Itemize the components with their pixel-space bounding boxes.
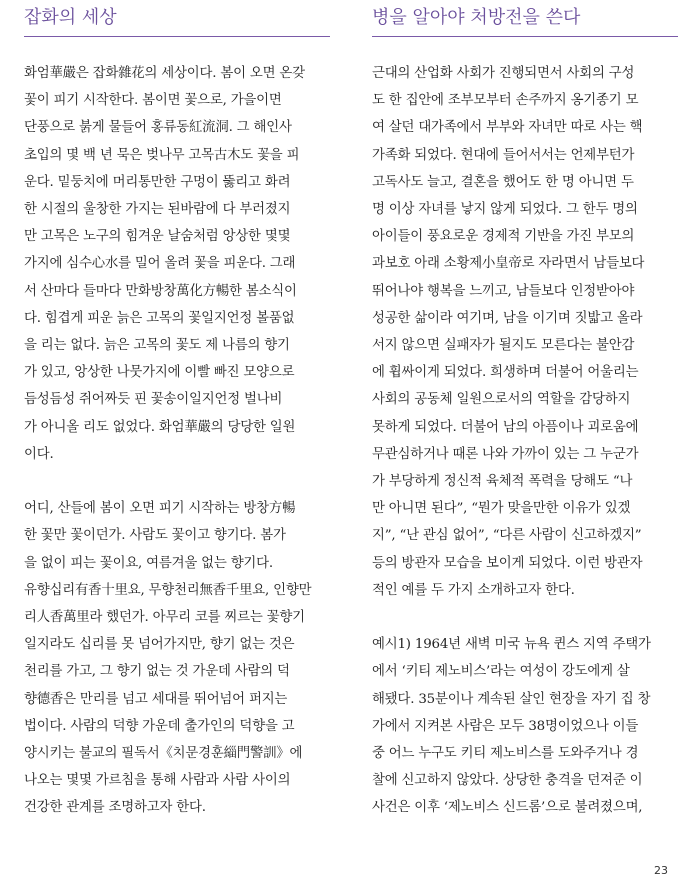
text-line: 한 꽃만 꽃이던가. 사람도 꽃이고 향기다. 봄가 [24,528,286,544]
text-line: 법이다. 사람의 덕향 가운데 출가인의 덕향을 고 [24,718,295,734]
text-line: 초입의 몇 백 년 묵은 벚나무 고목古木도 꽃을 피 [24,147,300,163]
text-line: 향德香은 만리를 넘고 세대를 뛰어넘어 퍼지는 [24,691,288,707]
left-title-rule [24,36,330,37]
text-line: 가 부당하게 정신적 육체적 폭력을 당해도 “나 [372,474,633,490]
text-line: 어디, 산들에 봄이 오면 피기 시작하는 방창方暢 [24,501,296,517]
text-line: 사회의 공동체 일원으로서의 역할을 감당하지 [372,392,631,408]
text-line: 과보호 아래 소황제小皇帝로 자라면서 남들보다 [372,256,645,272]
left-column-title: 잡화의 세상 [24,7,117,28]
text-line: 을 리는 없다. 늙은 고목의 꽃도 제 나름의 향기 [24,338,290,354]
right-column-body [372,60,672,822]
text-line: 에 휩싸이게 되었다. 희생하며 더불어 어울리는 [372,365,639,381]
text-line: 중 어느 누구도 키티 제노비스를 도와주거나 경 [372,746,639,762]
text-line: 성공한 삶이라 여기며, 남을 이기며 짓밟고 올라 [372,310,643,326]
text-line: 근대의 산업화 사회가 진행되면서 사회의 구성 [372,66,635,81]
text-line: 리人香萬里라 했던가. 아무리 코를 찌르는 꽃향기 [24,610,305,626]
text-line: 적인 예를 두 가지 소개하고자 한다. [372,582,575,598]
text-line: 예시1) 1964년 새벽 미국 뉴욕 퀸스 지역 주택가 [372,637,651,653]
text-line: 만 아니면 된다”, “뭔가 맞을만한 이유가 있겠 [372,501,631,517]
paragraph [24,60,324,468]
text-line: 도 한 집안에 조부모부터 손주까지 옹기종기 모 [372,93,639,109]
text-line: 못하게 되었다. 더불어 남의 아픔이나 괴로움에 [372,419,639,435]
text-line: 다. 힘겹게 피운 늙은 고목의 꽃일지언정 볼품없 [24,310,295,326]
text-line: 고독사도 늘고, 결혼을 했어도 한 명 아니면 두 [372,174,634,190]
paragraph [372,60,672,604]
text-line: 지”, “난 관심 없어”, “다른 사람이 신고하겠지” [372,528,642,544]
text-line: 가에서 지켜본 사람은 모두 38명이었으나 이들 [372,718,639,734]
text-line: 건강한 관계를 조명하고자 한다. [24,800,206,816]
text-line: 사건은 이후 ‘제노비스 신드롬’으로 불려졌으며, [372,800,643,816]
text-line: 단풍으로 붉게 물들어 홍류동紅流洞. 그 해인사 [24,120,292,136]
text-line: 이다. [24,446,54,462]
text-line: 가 있고, 앙상한 나뭇가지에 이빨 빠진 모양으로 [24,365,295,381]
paragraph [372,631,672,821]
text-line: 명 이상 자녀를 낳지 않게 되었다. 그 한두 명의 [372,202,638,218]
text-line: 일지라도 십리를 못 넘어가지만, 향기 없는 것은 [24,637,295,653]
text-line: 화엄華嚴은 잡화雜花의 세상이다. 봄이 오면 온갖 [24,66,305,81]
text-line: 서 산마다 들마다 만화방창萬化方暢한 봄소식이 [24,283,297,299]
text-line: 양시키는 불교의 필독서《치문경훈緇門警訓》에 [24,746,303,762]
text-line: 무관심하거나 때론 나와 가까이 있는 그 누군가 [372,446,639,462]
text-line: 가지에 심수心水를 밀어 올려 꽃을 피운다. 그래 [24,256,296,272]
text-line: 찰에 신고하지 않았다. 상당한 충격을 던져준 이 [372,773,643,789]
right-column-title: 병을 알아야 처방전을 쓴다 [372,7,581,28]
paragraph [24,495,324,821]
text-line: 유향십리有香十里요, 무향천리無香千里요, 인향만 [24,582,312,598]
text-line: 꽃이 피기 시작한다. 봄이면 꽃으로, 가을이면 [24,93,282,109]
text-line: 가족화 되었다. 현대에 들어서서는 언제부턴가 [372,147,635,163]
text-line: 등의 방관자 모습을 보이게 되었다. 이런 방관자 [372,555,643,571]
text-line: 운다. 밑둥치에 머리통만한 구멍이 뚫리고 화려 [24,174,291,190]
text-line: 한 시절의 울창한 가지는 된바람에 다 부러졌지 [24,202,291,218]
page-number: 23 [654,864,668,877]
text-line: 듬성듬성 쥐어짜듯 핀 꽃송이일지언정 벌나비 [24,392,283,408]
text-line: 가 아니올 리도 없었다. 화엄華嚴의 당당한 일원 [24,419,296,435]
text-line: 여 살던 대가족에서 부부와 자녀만 따로 사는 핵 [372,120,643,136]
text-line: 나오는 몇몇 가르침을 통해 사람과 사람 사이의 [24,773,291,789]
text-line: 천리를 가고, 그 향기 없는 것 가운데 사람의 덕 [24,664,290,680]
text-line: 에서 ‘키티 제노비스’라는 여성이 강도에게 살 [372,664,630,680]
right-title-rule [372,36,678,37]
left-column-body [24,60,324,822]
text-line: 뛰어나야 행복을 느끼고, 남들보다 인정받아야 [372,283,635,299]
text-line: 을 없이 피는 꽃이요, 여름겨울 없는 향기다. [24,555,273,571]
text-line: 아이들이 풍요로운 경제적 기반을 가진 부모의 [372,229,635,245]
text-line: 만 고목은 노구의 힘겨운 날숨처럼 앙상한 몇몇 [24,229,291,245]
text-line: 서지 않으면 실패자가 될지도 모른다는 불안감 [372,338,635,354]
text-line: 해됐다. 35분이나 계속된 살인 현장을 자기 집 창 [372,691,651,707]
